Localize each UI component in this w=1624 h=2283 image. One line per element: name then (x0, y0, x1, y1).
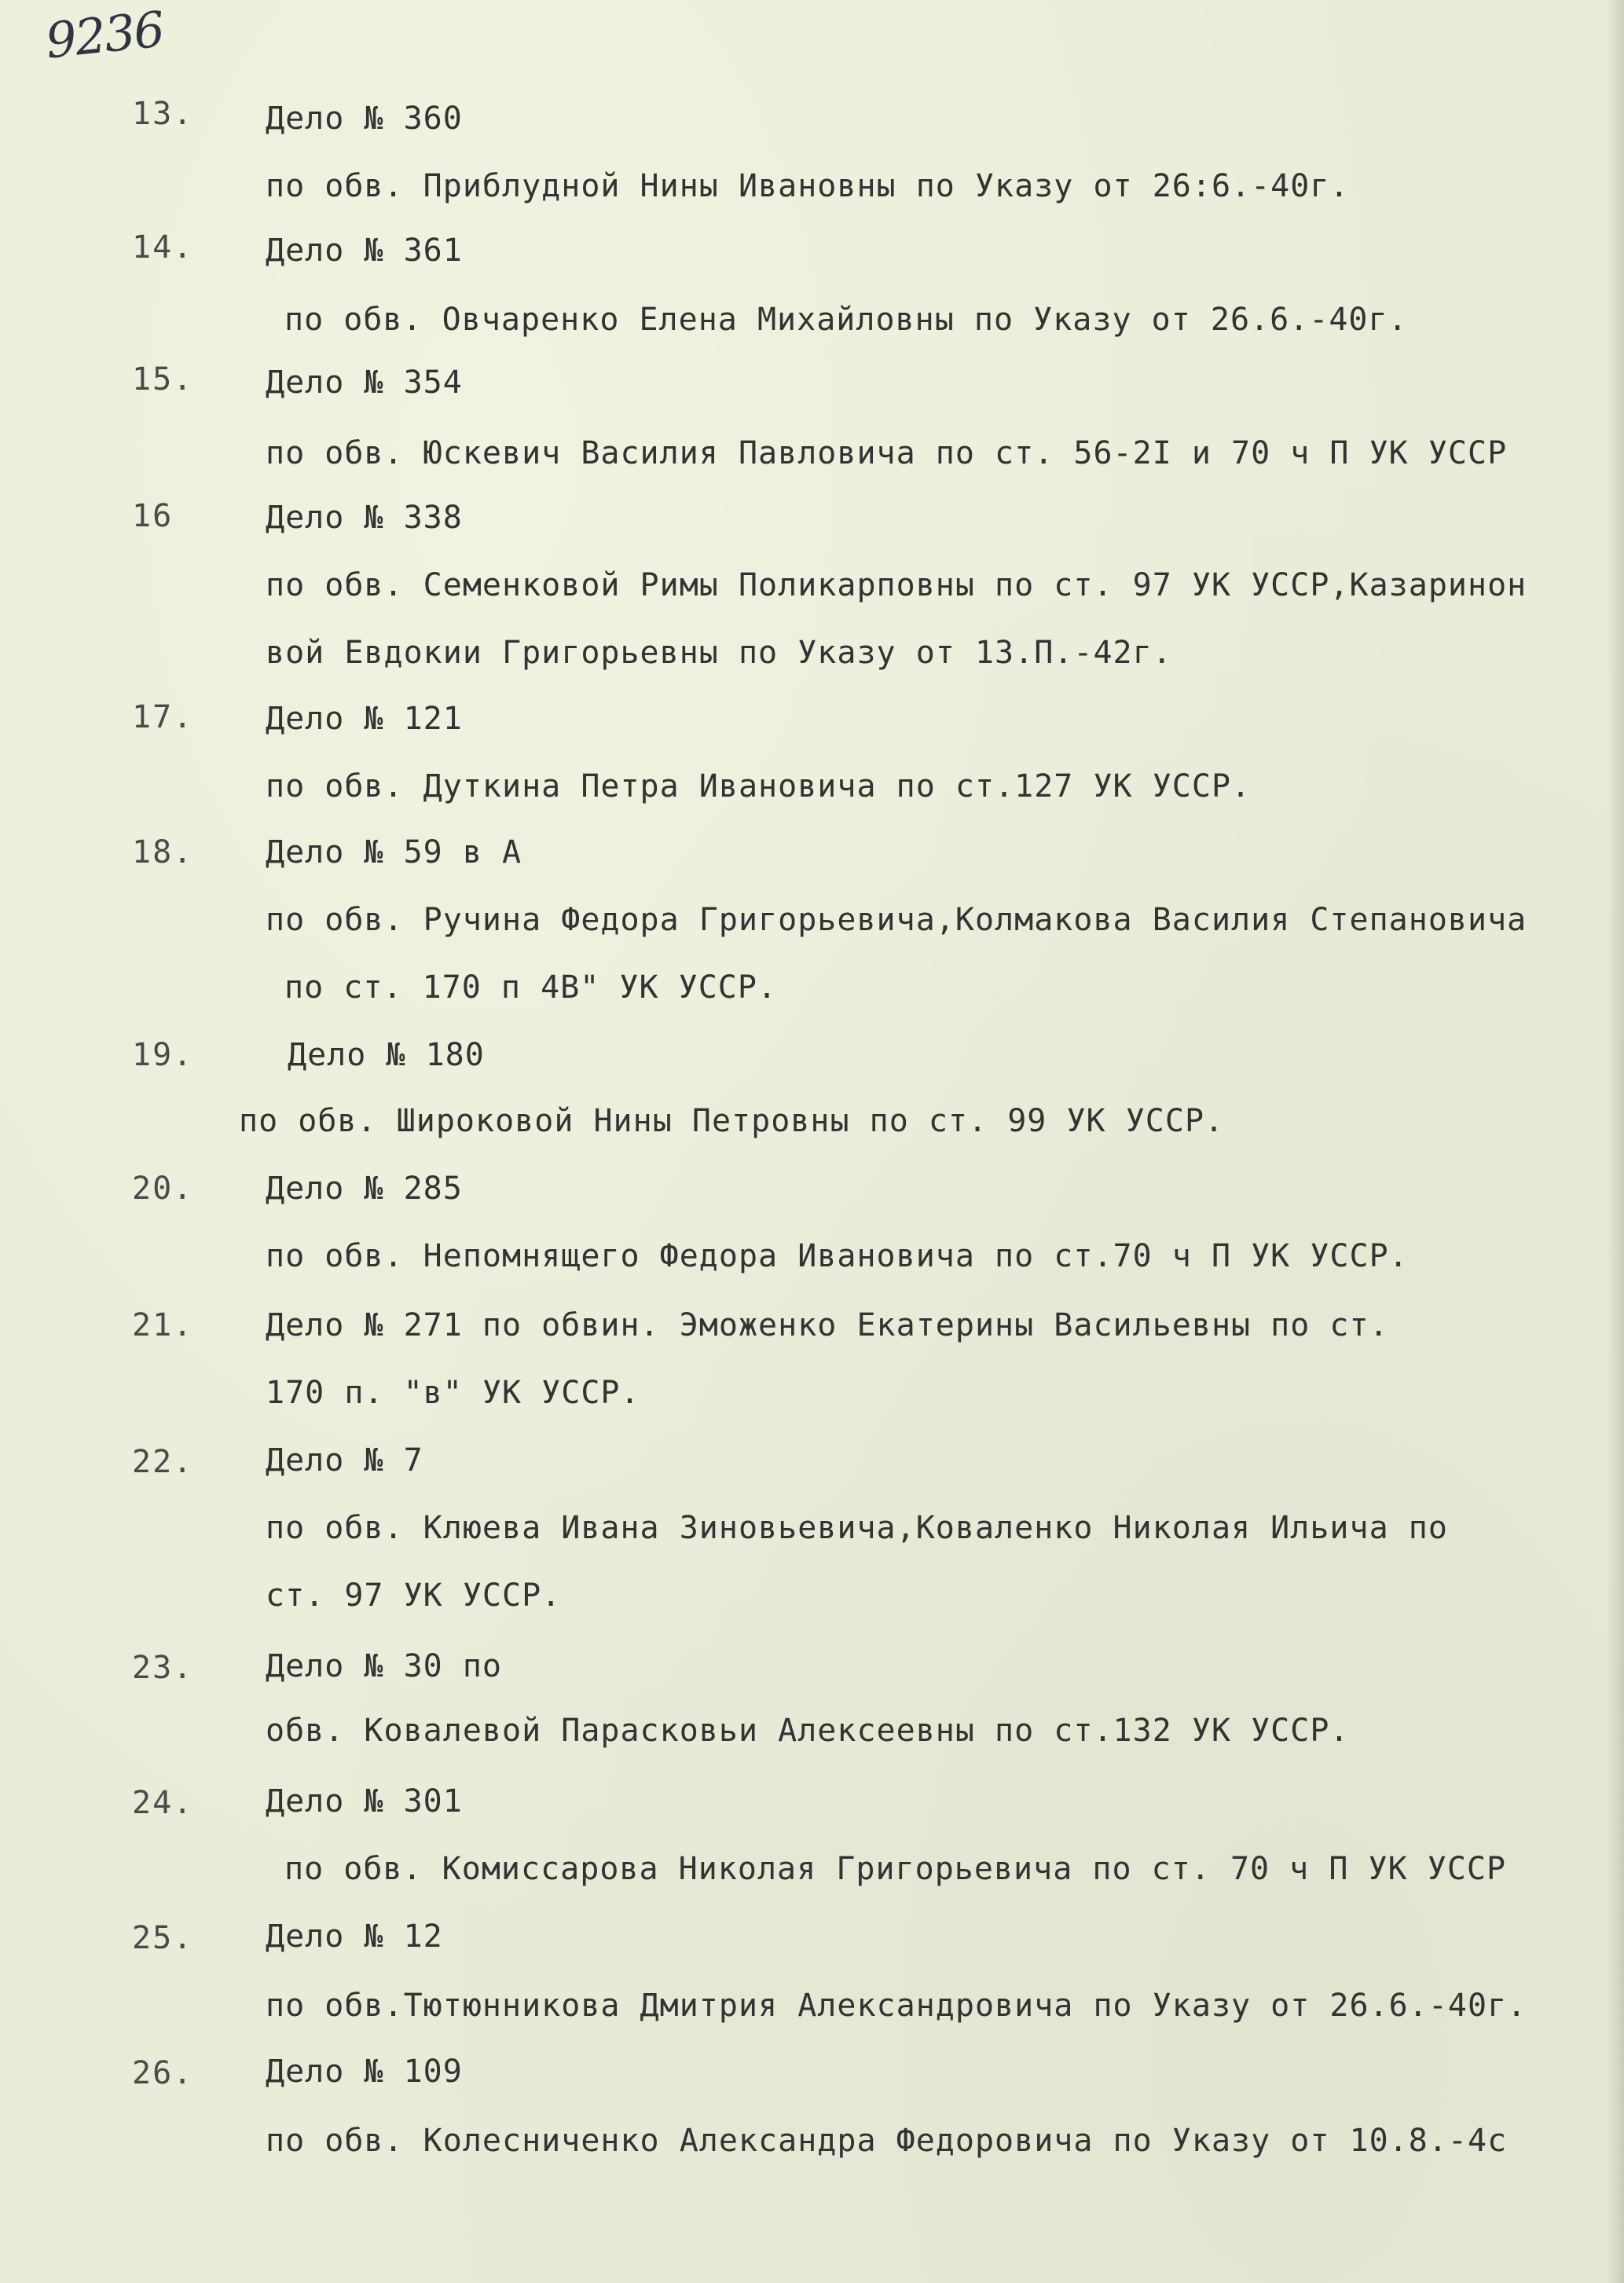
case-title: Дело № 59 в А (266, 834, 522, 870)
case-title: Дело № 361 (266, 233, 463, 269)
case-description: по обв. Колесниченко Александра Федоровича по Указу от 10.8.-4с (266, 2123, 1508, 2159)
case-title: Дело № 180 (288, 1037, 485, 1073)
case-description: по обв. Непомнящего Федора Ивановича по ст.70 ч П УК УССР. (266, 1238, 1409, 1274)
case-title: Дело № 285 (266, 1171, 463, 1207)
handwritten-page-number: 9236 (42, 0, 167, 70)
case-description: по обв. Комиссарова Николая Григорьевича по ст. 70 ч П УК УССР (284, 1851, 1507, 1887)
case-description: 170 п. "в" УК УССР. (266, 1375, 640, 1411)
entry-number: 13. (132, 96, 194, 132)
case-description: по обв.Тютюнникова Дмитрия Александровича по Указу от 26.6.-40г. (266, 1988, 1527, 2024)
case-title: Дело № 354 (266, 365, 463, 401)
case-title: Дело № 109 (266, 2054, 463, 2090)
case-description: по обв. Приблудной Нины Ивановны по Указу от 26:6.-40г. (266, 168, 1350, 204)
entry-number: 17. (132, 699, 194, 735)
case-title: Дело № 121 (266, 701, 463, 737)
case-description: по обв. Овчаренко Елена Михайловны по Указу от 26.6.-40г. (284, 302, 1408, 338)
entry-number: 14. (132, 229, 194, 266)
case-description: обв. Ковалевой Парасковьи Алексеевны по ст.132 УК УССР. (266, 1713, 1350, 1749)
entry-number: 16 (132, 498, 174, 534)
case-description-continued: ст. 97 УК УССР. (266, 1578, 562, 1614)
case-description: по обв. Дуткина Петра Ивановича по ст.127 УК УССР. (266, 768, 1252, 804)
entry-number: 25. (132, 1920, 194, 1956)
case-title: Дело № 338 (266, 500, 463, 536)
case-title: Дело № 301 (266, 1783, 463, 1819)
entry-number: 22. (132, 1444, 194, 1480)
entry-number: 20. (132, 1171, 194, 1207)
entry-number: 18. (132, 834, 194, 870)
entry-number: 21. (132, 1307, 194, 1343)
page-edge-shadow (1607, 0, 1624, 2283)
case-title: Дело № 12 (266, 1918, 443, 1955)
case-description: по обв. Клюева Ивана Зиновьевича,Коваленко Николая Ильича по (266, 1510, 1448, 1546)
case-title: Дело № 360 (266, 101, 463, 137)
entry-number: 24. (132, 1785, 194, 1821)
entry-number: 19. (132, 1037, 194, 1073)
case-title: Дело № 271 по обвин. Эможенко Екатерины Васильевны по ст. (266, 1307, 1389, 1343)
case-description: по обв. Широковой Нины Петровны по ст. 99 УК УССР. (239, 1103, 1225, 1139)
case-description-continued: вой Евдокии Григорьевны по Указу от 13.П.-42г. (266, 635, 1172, 671)
entry-number: 23. (132, 1650, 194, 1686)
case-description: по обв. Ручина Федора Григорьевича,Колмакова Василия Степановича (266, 902, 1527, 938)
entry-number: 26. (132, 2055, 194, 2091)
case-title: Дело № 7 (266, 1442, 423, 1479)
entry-number: 15. (132, 361, 194, 398)
case-description: по обв. Семенковой Римы Поликарповны по ст. 97 УК УССР,Казаринон (266, 567, 1527, 603)
case-title: Дело № 30 по (266, 1648, 502, 1684)
case-description: по обв. Юскевич Василия Павловича по ст. 56-2I и 70 ч П УК УССР (266, 435, 1508, 471)
case-description-continued: по ст. 170 п 4В" УК УССР. (284, 969, 778, 1006)
